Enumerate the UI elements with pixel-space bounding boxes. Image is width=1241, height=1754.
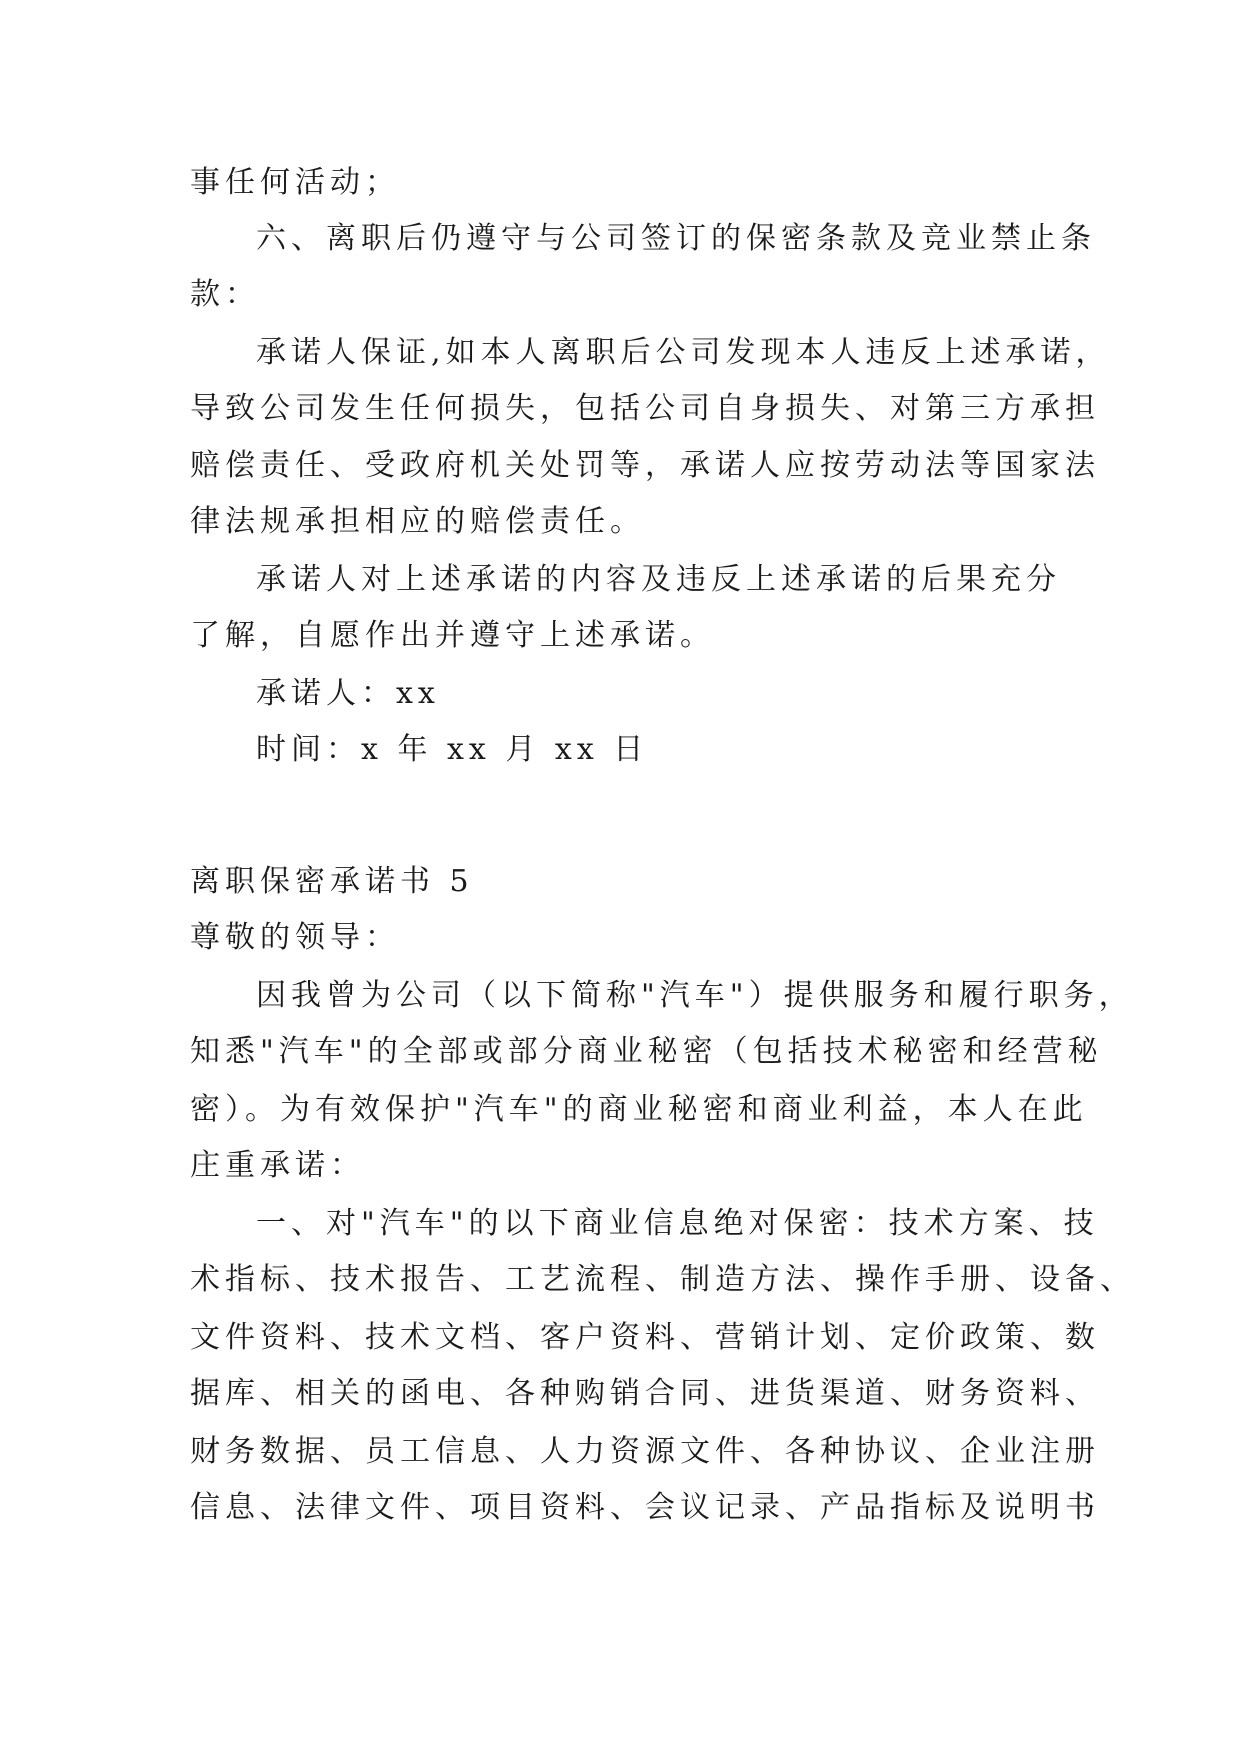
text-line: 承诺人：xx (256, 676, 440, 711)
text-line: 赔偿责任、受政府机关处罚等，承诺人应按劳动法等国家法 (190, 448, 1100, 483)
text-line: 一、对"汽车"的以下商业信息绝对保密：技术方案、技 (256, 1206, 1099, 1241)
text-line: 信息、法律文件、项目资料、会议记录、产品指标及说明书 (190, 1490, 1100, 1525)
text-line: 密）。为有效保护"汽车"的商业秘密和商业利益，本人在此 (190, 1092, 1088, 1127)
text-line: 庄重承诺： (190, 1148, 365, 1183)
text-line: 承诺人对上述承诺的内容及违反上述承诺的后果充分 (256, 562, 1061, 597)
text-line: 因我曾为公司（以下简称"汽车"）提供服务和履行职务， (256, 978, 1134, 1013)
text-line: 财务数据、员工信息、人力资源文件、各种协议、企业注册 (190, 1434, 1100, 1469)
text-line: 事任何活动； (190, 165, 400, 200)
text-line: 了解，自愿作出并遵守上述承诺。 (190, 618, 715, 653)
salutation: 尊敬的领导： (190, 920, 400, 955)
text-line: 款： (190, 277, 260, 312)
text-line: 据库、相关的函电、各种购销合同、进货渠道、财务资料、 (190, 1376, 1100, 1411)
text-line: 术指标、技术报告、工艺流程、制造方法、操作手册、设备、 (190, 1262, 1135, 1297)
text-line: 导致公司发生任何损失，包括公司自身损失、对第三方承担 (190, 391, 1100, 426)
section-title: 离职保密承诺书 5 (190, 864, 474, 899)
text-line: 文件资料、技术文档、客户资料、营销计划、定价政策、数 (190, 1320, 1100, 1355)
text-line: 律法规承担相应的赔偿责任。 (190, 504, 645, 539)
text-line: 时间：x 年 xx 月 xx 日 (256, 732, 649, 767)
text-line: 承诺人保证,如本人离职后公司发现本人违反上述承诺， (256, 335, 1111, 370)
text-line: 六、离职后仍遵守与公司签订的保密条款及竞业禁止条 (256, 221, 1096, 256)
text-line: 知悉"汽车"的全部或部分商业秘密（包括技术秘密和经营秘 (190, 1034, 1103, 1069)
